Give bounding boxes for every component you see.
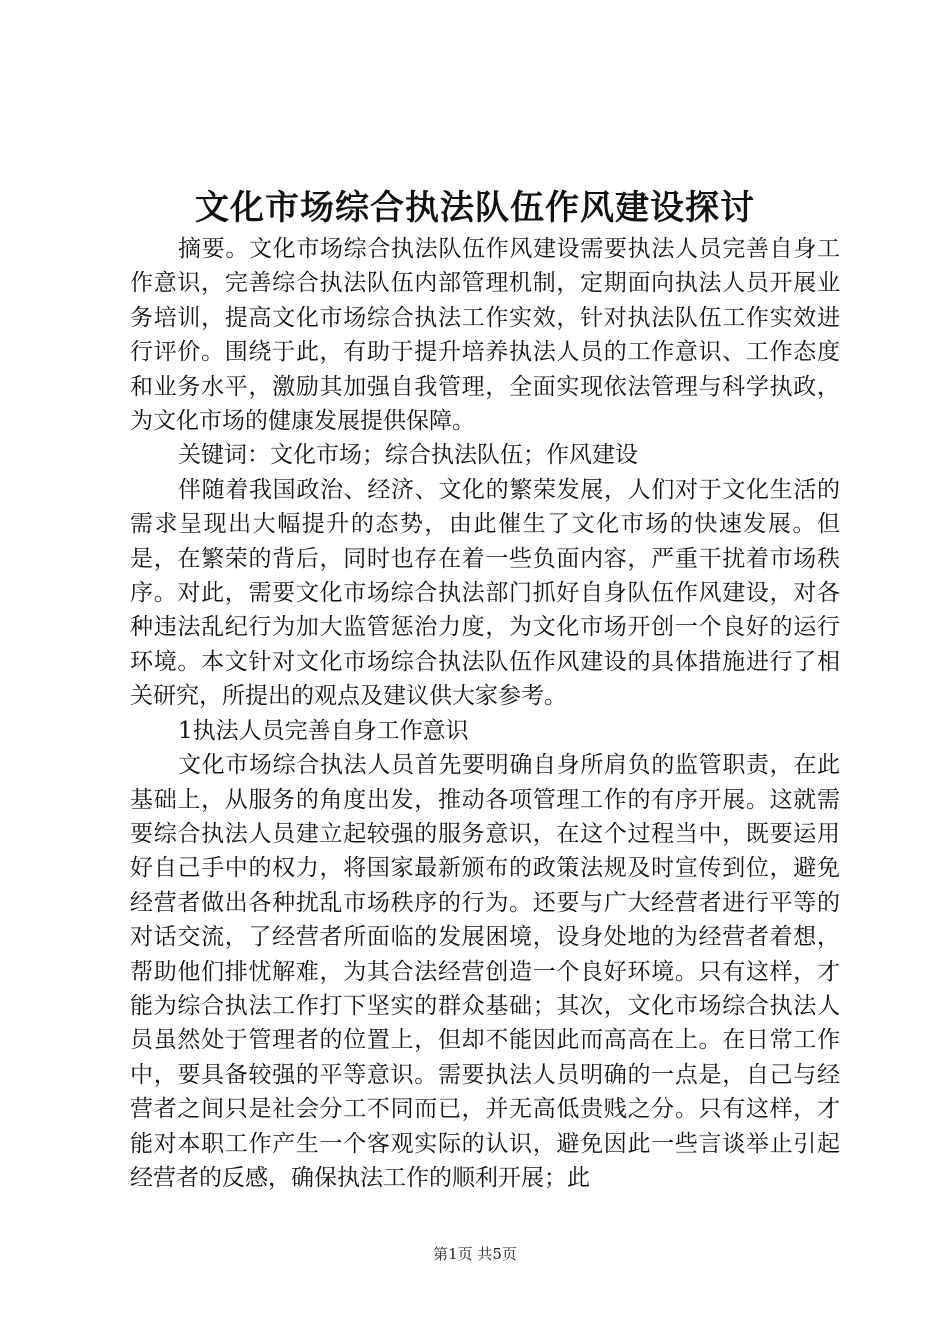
document-body: [130, 232, 840, 1195]
intro-paragraph: 伴随着我国政治、经济、文化的繁荣发展，人们对于文化生活的需求呈现出大幅提升的态势，由此催生了文化市场的快速发展。但是，在繁荣的背后，同时也存在着一些负面内容，严重干扰着市场秩序。对此，需要文化市场综合执法部门抓好自身队伍作风建设，对各种违法乱纪行为加大监管惩治力度，为文化市场开创一个良好的运行环境。本文针对文化市场综合执法队伍作风建设的具体措施进行了相关研究，所提出的观点及建议供大家参考。: [130, 476, 840, 710]
keywords-paragraph: 关键词：文化市场；综合执法队伍；作风建设: [178, 442, 638, 469]
abstract-paragraph: 摘要。文化市场综合执法队伍作风建设需要执法人员完善自身工作意识，完善综合执法队伍内部管理机制，定期面向执法人员开展业务培训，提高文化市场综合执法工作实效，针对执法队伍工作实效进行评价。围绕于此，有助于提升培养执法人员的工作意识、工作态度和业务水平，激励其加强自我管理，全面实现依法管理与科学执政，为文化市场的健康发展提供保障。: [130, 236, 840, 435]
section-heading: 1执法人员完善自身工作意识: [178, 717, 469, 744]
document-title: 文化市场综合执法队伍作风建设探讨: [195, 188, 755, 228]
page-footer: 第1页 共5页: [433, 1245, 517, 1263]
section-paragraph: 文化市场综合执法人员首先要明确自身所肩负的监管职责，在此基础上，从服务的角度出发，推动各项管理工作的有序开展。这就需要综合执法人员建立起较强的服务意识，在这个过程当中，既要运用好自己手中的权力，将国家最新颁布的政策法规及时宣传到位，避免经营者做出各种扰乱市场秩序的行为。还要与广大经营者进行平等的对话交流，了经营者所面临的发展困境，设身处地的为经营者着想，帮助他们排忧解难，为其合法经营创造一个良好环境。只有这样，才能为综合执法工作打下坚实的群众基础；其次，文化市场综合执法人员虽然处于管理者的位置上，但却不能因此而高高在上。在日常工作中，要具备较强的平等意识。需要执法人员明确的一点是，自己与经营者之间只是社会分工不同而已，并无高低贵贱之分。只有这样，才能对本职工作产生一个客观实际的认识，避免因此一些言谈举止引起经营者的反感，确保执法工作的顺利开展；此: [130, 752, 840, 1191]
